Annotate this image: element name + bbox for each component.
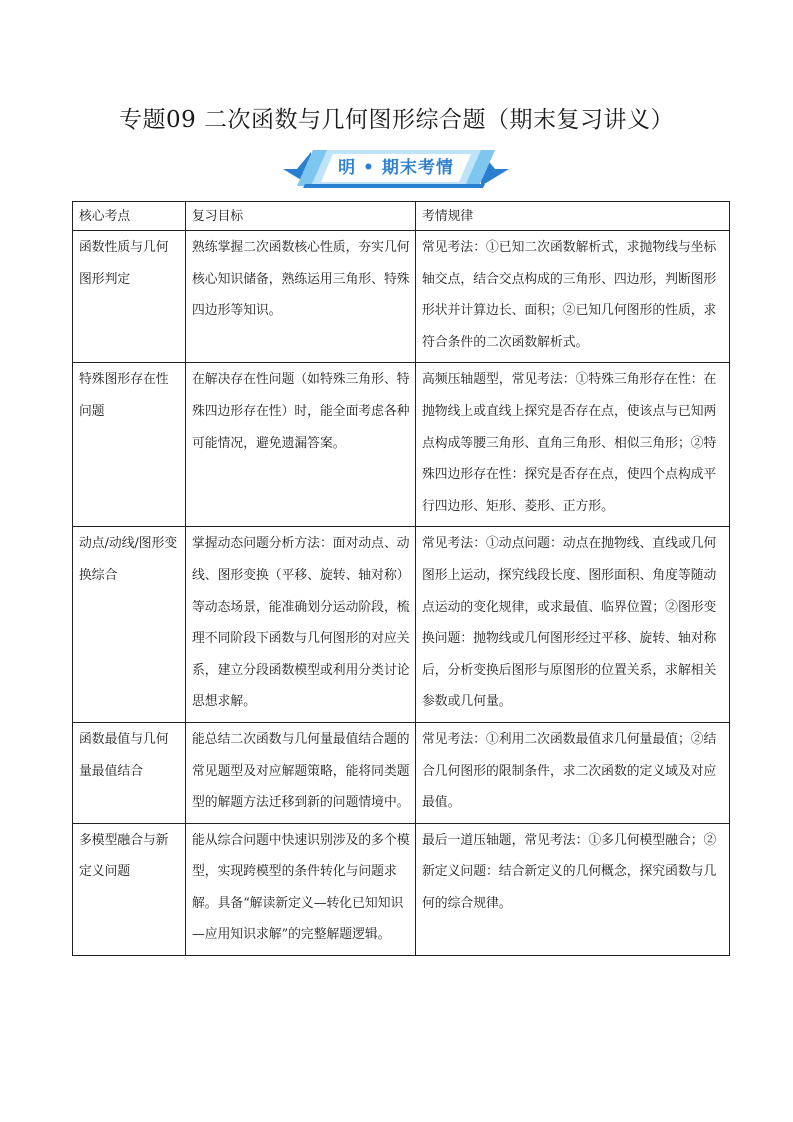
cell-pattern: 高频压轴题型，常见考法：①特殊三角形存在性：在抛物线上或直线上探究是否存在点，使该点与已知两点构成等腰三角形、直角三角形、相似三角形；②特殊四边形存在性：探究是否存在点，使四个点构成平行四边形、矩形、菱形、正方形。 [416,363,730,527]
header-core-topic: 核心考点 [73,202,186,231]
cell-topic: 多模型融合与新定义问题 [73,823,186,955]
table-row [73,722,730,823]
cell-goal: 在解决存在性问题（如特殊三角形、特殊四边形存在性）时，能全面考虑各种可能情况，避免遗漏答案。 [186,363,416,527]
exam-overview-table [72,201,730,956]
header-review-goal: 复习目标 [186,202,416,231]
cell-pattern: 最后一道压轴题，常见考法：①多几何模型融合；②新定义问题：结合新定义的几何概念，探究函数与几何的综合规律。 [416,823,730,955]
cell-pattern: 常见考法：①动点问题：动点在抛物线、直线或几何图形上运动，探究线段长度、图形面积、角度等随动点运动的变化规律，或求最值、临界位置；②图形变换问题：抛物线或几何图形经过平移、旋转、轴对称后，分析变换后图形与原图形的位置关系，求解相关参数或几何量。 [416,527,730,723]
table-row [73,363,730,527]
cell-pattern: 常见考法：①已知二次函数解析式，求抛物线与坐标轴交点，结合交点构成的三角形、四边形，判断图形形状并计算边长、面积；②已知几何图形的性质，求符合条件的二次函数解析式。 [416,231,730,363]
cell-topic: 动点/动线/图形变换综合 [73,527,186,723]
cell-goal: 能总结二次函数与几何量最值结合题的常见题型及对应解题策略，能将同类题型的解题方法迁移到新的问题情境中。 [186,722,416,823]
table-header-row [73,202,730,231]
cell-goal: 熟练掌握二次函数核心性质，夯实几何核心知识储备，熟练运用三角形、特殊四边形等知识。 [186,231,416,363]
table-row [73,823,730,955]
cell-topic: 函数最值与几何量最值结合 [73,722,186,823]
header-exam-pattern: 考情规律 [416,202,730,231]
cell-topic: 特殊图形存在性问题 [73,363,186,527]
page-title: 专题09 二次函数与几何图形综合题（期末复习讲义） [118,107,675,133]
cell-topic: 函数性质与几何图形判定 [73,231,186,363]
banner-label: 明 • 期末考情 [338,158,454,178]
cell-pattern: 常见考法：①利用二次函数最值求几何量最值；②结合几何图形的限制条件，求二次函数的定义域及对应最值。 [416,722,730,823]
cell-goal: 掌握动态问题分析方法：面对动点、动线、图形变换（平移、旋转、轴对称）等动态场景，能准确划分运动阶段，梳理不同阶段下函数与几何图形的对应关系，建立分段函数模型或利用分类讨论思想求解。 [186,527,416,723]
table-row [73,231,730,363]
table-row [73,527,730,723]
cell-goal: 能从综合问题中快速识别涉及的多个模型，实现跨模型的条件转化与问题求解。具备“解读新定义—转化已知知识—应用知识求解”的完整解题逻辑。 [186,823,416,955]
section-banner [283,148,509,190]
